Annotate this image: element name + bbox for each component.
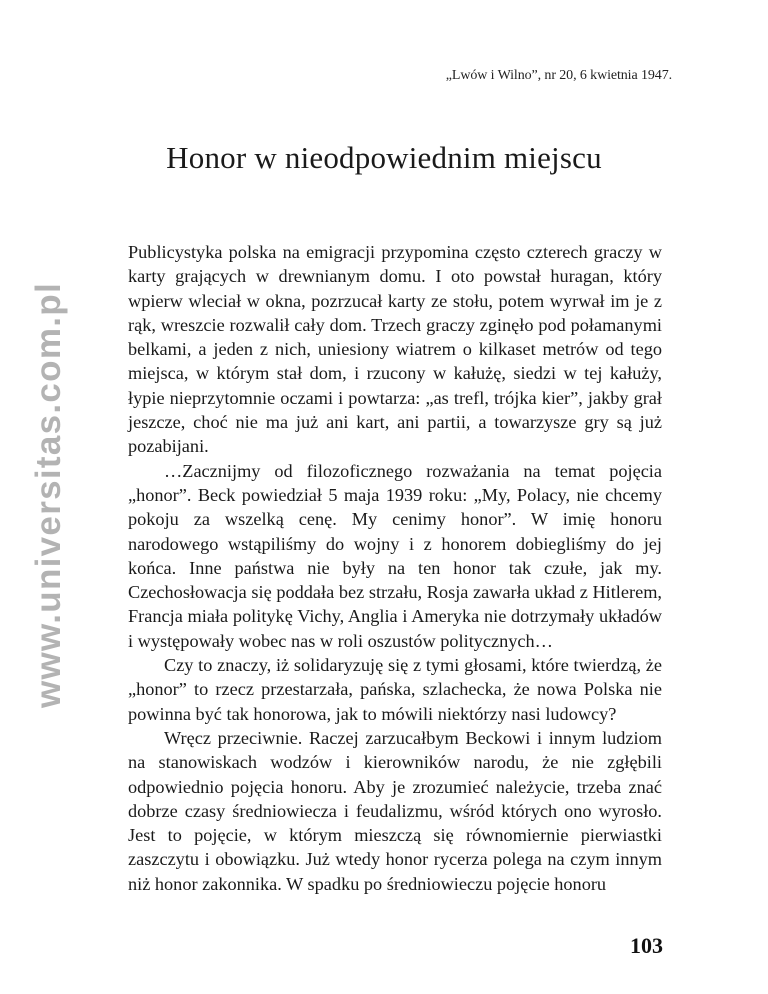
chapter-title: Honor w nieodpowiednim miejscu xyxy=(166,140,602,175)
paragraph: Wręcz przeciwnie. Raczej zarzucałbym Beckowi i innym ludziom na stanowiskach wodzów i kierowników narodu, że nie zgłębili odpowiednio pojęcia honoru. Aby je zrozumieć należycie, trzeba znać dobrze czasy średniowiecza i feudalizmu, wśród których ono wyrosło. Jest to pojęcie, w którym mieszczą się równomiernie pierwiastki zaszczytu i obowiązku. Już wtedy honor rycerza polega na czym innym niż honor zakonnika. W spadku po średniowieczu pojęcie honoru xyxy=(128,727,662,894)
body-text xyxy=(128,240,662,896)
watermark-text: www.universitas.com.pl xyxy=(29,281,68,709)
paragraph: …Zacznijmy od filozoficznego rozważania na temat pojęcia „honor”. Beck powiedział 5 maja 1939 roku: „My, Polacy, nie chcemy pokoju za wszelką cenę. My cenimy honor”. W imię honoru narodowego wstąpiliśmy do wojny i z honorem dobiegliśmy do jej końca. Inne państwa nie były na ten honor tak czułe, jak my. Czechosłowacja się poddała bez strzału, Rosja zawarła układ z Hitlerem, Francja miała politykę Vichy, Anglia i Ameryka nie dotrzymały układów i występowały wobec nas w roli oszustów politycznych… xyxy=(128,460,662,651)
page-number: 103 xyxy=(630,933,663,958)
paragraph: Czy to znaczy, iż solidaryzuję się z tymi głosami, które twierdzą, że „honor” to rzecz przestarzała, pańska, szlachecka, że nowa Polska nie powinna być tak honorowa, jak to mówili niektórzy nasi ludowcy? xyxy=(128,655,662,724)
publisher-watermark xyxy=(26,245,72,745)
source-citation: „Lwów i Wilno”, nr 20, 6 kwietnia 1947. xyxy=(445,68,672,83)
paragraph: Publicystyka polska na emigracji przypomina często czterech graczy w karty grających w drewnianym domu. I oto powstał huragan, który wpierw wleciał w okna, pozrzucał karty ze stołu, potem wyrwał im je z rąk, wreszcie rozwalił cały dom. Trzech graczy zginęło pod połamanymi belkami, a jeden z nich, uniesiony wiatrem o kilkaset metrów od tego miejsca, w którym stał dom, i rzucony w kałużę, siedzi w tej kałuży, łypie nieprzytomnie oczami i powtarza: „as trefl, trójka kier”, jakby grał jeszcze, choć nie ma już ani kart, ani partii, a towarzysze gry są już pozabijani. xyxy=(128,242,662,457)
